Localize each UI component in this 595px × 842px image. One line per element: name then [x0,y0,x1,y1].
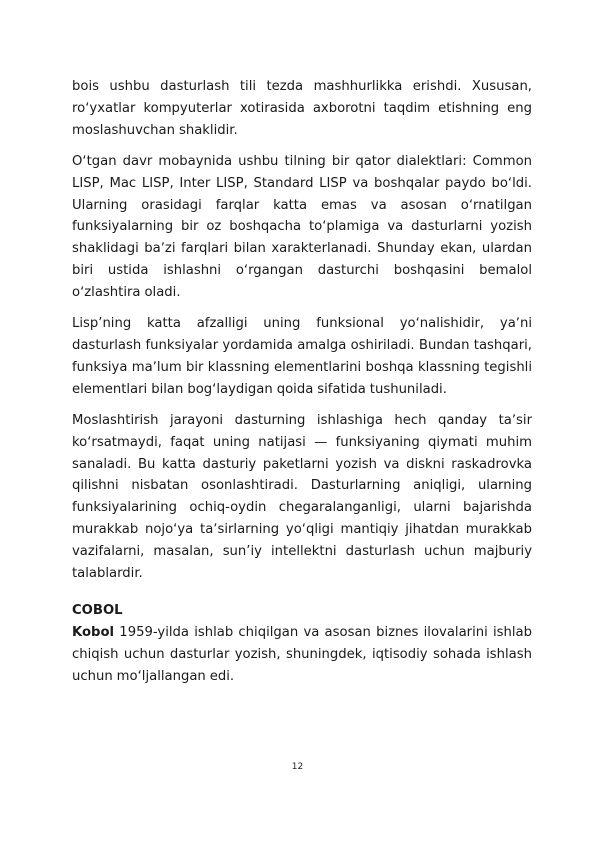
cobol-lead-term: Kobol [72,624,115,640]
page-content [72,76,532,697]
paragraph-debugging: Moslashtirish jarayoni dasturning ishlashiga hech qanday taʼsir koʻrsatmaydi, faqat uning natijasi — funksiyaning qiymati muhim sanaladi. Bu katta dasturiy paketlarni yozish va diskni raskadrovka qilishni nisbatan osonlashtiradi. Dasturlarning aniqligi, ularning funksiyalarining ochiq-oydin chegaralanganligi, ularni bajarishda murakkab nojoʻya taʼsirlarning yoʻqligi mantiqiy jihatdan murakkab vazifalarni, masalan, sun’iy intellektni dasturlash uchun majburiy talablardir. [72,412,532,582]
paragraph-cobol [72,622,532,688]
paragraph-lisp-dialects: Oʻtgan davr mobaynida ushbu tilning bir qator dialektlari: Common LISP, Mac LISP, Inter LISP, Standard LISP va boshqalar paydo boʻldi. Ularning orasidagi farqlar katta emas va asosan oʻrnatilgan funksiyalarning bir oz boshqacha toʻplamiga va dasturlarni yozish shaklidagi baʼzi farqlari bilan xarakterlanadi. Shunday ekan, ulardan biri ustida ishlashni oʻrgangan dasturchi boshqasini bemalol oʻzlashtira oladi. [72,153,532,301]
page-number: 12 [291,762,304,772]
paragraph-lisp-advantage: Lisp’ning katta afzalligi uning funksional yoʻnalishidir, yaʼni dasturlash funksiyalar yordamida amalga oshiriladi. Bundan tashqari, funksiya maʼlum bir klassning elementlarini boshqa klassning tegishli elementlari bilan bogʻlaydigan qoida sifatida tushuniladi. [72,316,532,397]
section-heading-cobol: COBOL [72,602,123,618]
cobol-description: 1959-yilda ishlab chiqilgan va asosan biznes ilovalarini ishlab chiqish uchun dasturlar yozish, shuningdek, iqtisodiy sohada ishlash uchun moʻljallangan edi. [72,624,532,684]
paragraph-lisp-popularity: bois ushbu dasturlash tili tezda mashhurlikka erishdi. Xususan, roʻyxatlar kompyuterlar xotirasida axborotni taqdim etishning eng moslashuvchan shaklidir. [72,79,532,138]
